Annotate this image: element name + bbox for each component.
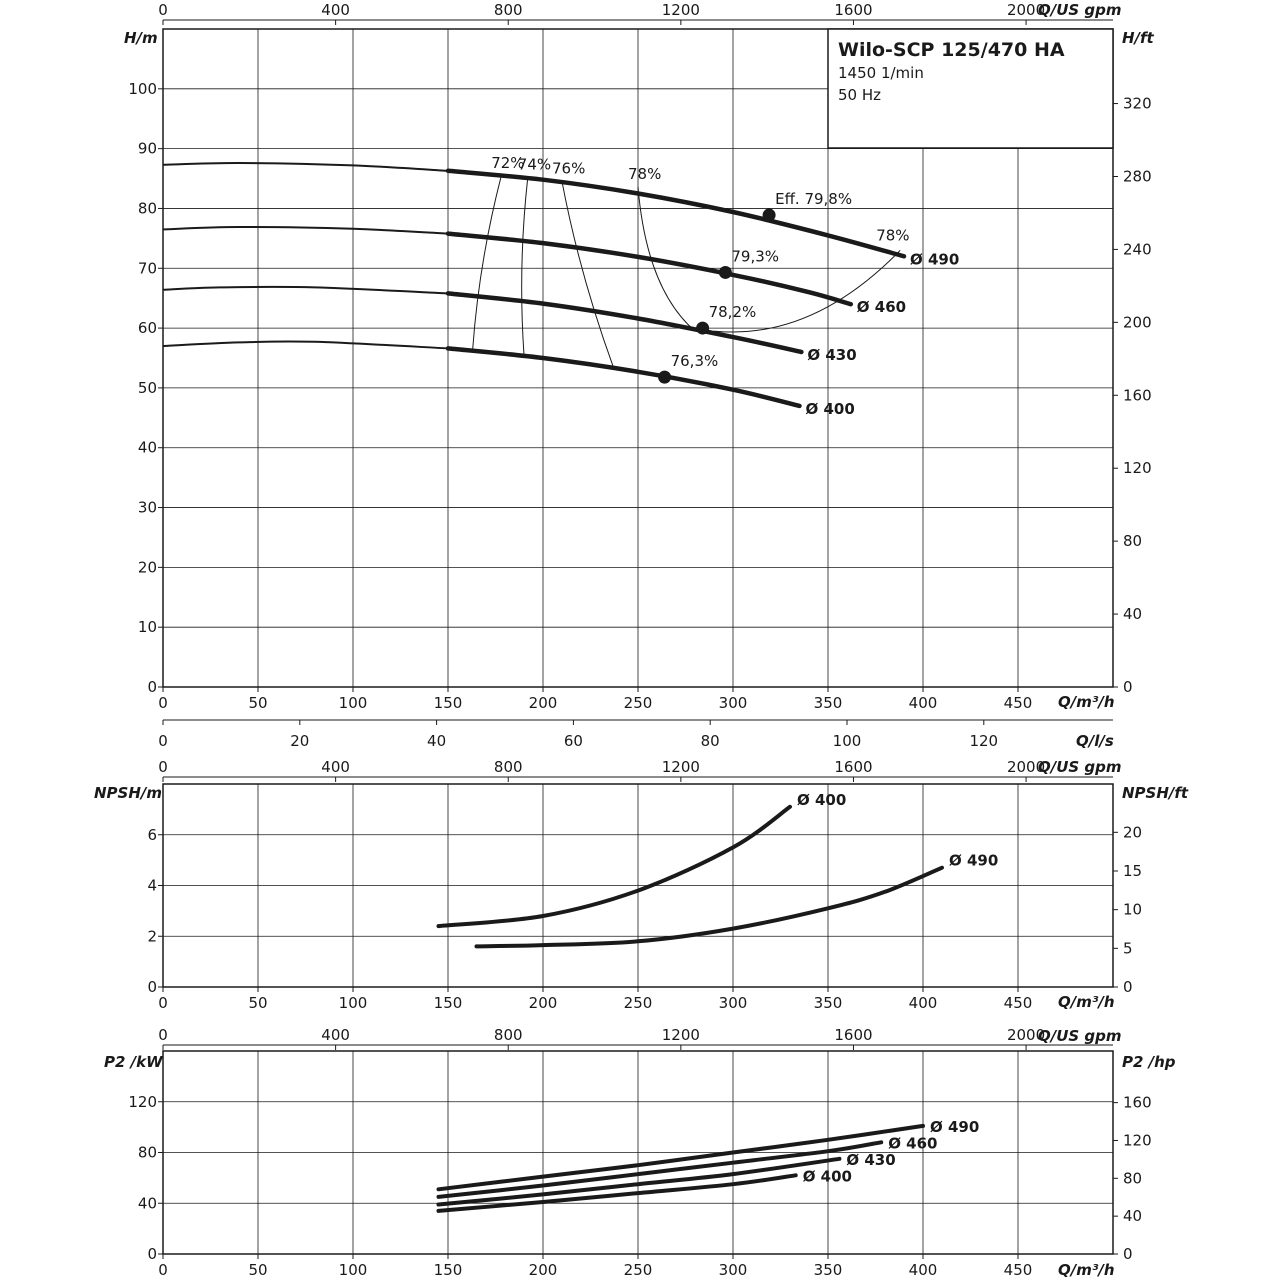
y2-tick-label: 10 bbox=[1123, 900, 1143, 919]
y2-tick-label: 40 bbox=[1123, 605, 1143, 624]
head-y2-label: H/ft bbox=[1122, 29, 1154, 47]
x-tick-label: 450 bbox=[1003, 1261, 1033, 1279]
power-curve-label: Ø 430 bbox=[846, 1150, 896, 1169]
bep-label: 76,3% bbox=[670, 352, 719, 371]
power-y-label: P2 /kW bbox=[104, 1053, 163, 1071]
x-tick-label: 150 bbox=[433, 1261, 463, 1279]
y2-tick-label: 0 bbox=[1123, 978, 1133, 996]
efficiency-isoline-label: 78% bbox=[876, 226, 910, 245]
x-tick-label: 250 bbox=[623, 994, 653, 1012]
x-tick-label: 350 bbox=[813, 1261, 843, 1279]
y2-tick-label: 200 bbox=[1123, 313, 1152, 332]
gpm-tick-label: 800 bbox=[493, 1026, 523, 1044]
power-x-label: Q/m³/h bbox=[1058, 1261, 1115, 1279]
gpm-tick-label: 2000 bbox=[1006, 1026, 1046, 1044]
info-frequency: 50 Hz bbox=[838, 86, 882, 104]
x-tick-label: 450 bbox=[1003, 994, 1033, 1012]
npsh-curve-label: Ø 490 bbox=[949, 851, 999, 870]
head-curve-label: Ø 430 bbox=[807, 346, 857, 365]
x-tick-label: 350 bbox=[813, 994, 843, 1012]
ls-tick-label: 40 bbox=[427, 732, 447, 750]
npsh-y2-label: NPSH/ft bbox=[1122, 784, 1189, 802]
y2-tick-label: 80 bbox=[1123, 532, 1143, 551]
gpm-tick-label: 400 bbox=[321, 1026, 350, 1044]
y-tick-label: 70 bbox=[137, 259, 157, 278]
ls-tick-label: 60 bbox=[563, 732, 583, 750]
y-tick-label: 40 bbox=[137, 438, 157, 457]
y2-tick-label: 40 bbox=[1123, 1207, 1143, 1226]
bep-label: 78,2% bbox=[708, 303, 757, 322]
y2-tick-label: 120 bbox=[1123, 1131, 1152, 1150]
x-tick-label: 350 bbox=[813, 694, 843, 712]
x-tick-label: 400 bbox=[908, 994, 938, 1012]
y-tick-label: 50 bbox=[137, 378, 157, 397]
head-curve bbox=[448, 348, 800, 406]
power-curve-label: Ø 490 bbox=[930, 1117, 980, 1136]
y2-tick-label: 15 bbox=[1123, 861, 1143, 880]
top-gpm-label-3: Q/US gpm bbox=[1038, 1027, 1122, 1045]
x-tick-label: 400 bbox=[908, 1261, 938, 1279]
y2-tick-label: 320 bbox=[1123, 94, 1152, 113]
power-curve-label: Ø 400 bbox=[802, 1167, 852, 1186]
ls-tick-label: 120 bbox=[969, 732, 999, 750]
bep-marker bbox=[696, 322, 709, 335]
bep-marker bbox=[658, 371, 671, 384]
gpm-tick-label: 2000 bbox=[1006, 758, 1046, 776]
npsh-x-label: Q/m³/h bbox=[1058, 993, 1115, 1011]
npsh-y-label: NPSH/m bbox=[94, 784, 163, 802]
y2-tick-label: 80 bbox=[1123, 1169, 1143, 1188]
gpm-tick-label: 1600 bbox=[834, 1026, 873, 1044]
head-curve-label: Ø 460 bbox=[856, 298, 907, 317]
y2-tick-label: 160 bbox=[1123, 1093, 1152, 1112]
head-curve-extension bbox=[163, 287, 448, 294]
x-tick-label: 300 bbox=[718, 1261, 748, 1279]
gpm-tick-label: 0 bbox=[158, 758, 168, 776]
y2-tick-label: 0 bbox=[1123, 1245, 1133, 1263]
x-tick-label: 200 bbox=[528, 694, 558, 712]
x-tick-label: 450 bbox=[1003, 694, 1033, 712]
x-tick-label: 250 bbox=[623, 694, 653, 712]
x-tick-label: 300 bbox=[718, 694, 748, 712]
x-tick-label: 400 bbox=[908, 694, 938, 712]
x-tick-label: 50 bbox=[248, 994, 268, 1012]
head-curve bbox=[448, 171, 904, 256]
y-tick-label: 60 bbox=[137, 319, 157, 338]
grid-layer bbox=[163, 29, 1113, 1254]
x-tick-label: 100 bbox=[338, 694, 368, 712]
x-tick-label: 300 bbox=[718, 994, 748, 1012]
gpm-tick-label: 2000 bbox=[1006, 1, 1046, 19]
gpm-tick-label: 800 bbox=[493, 758, 523, 776]
y-tick-label: 90 bbox=[137, 139, 157, 158]
head-curve-extension bbox=[163, 163, 448, 171]
info-box bbox=[828, 29, 1113, 148]
gpm-tick-label: 1600 bbox=[834, 758, 873, 776]
npsh-curve bbox=[439, 807, 791, 926]
y-tick-label: 4 bbox=[147, 876, 157, 895]
efficiency-isoline-label: 72% bbox=[491, 154, 525, 173]
info-title: Wilo-SCP 125/470 HA bbox=[838, 39, 1065, 61]
efficiency-isoline-label: 76% bbox=[552, 159, 586, 178]
efficiency-isoline bbox=[473, 176, 502, 349]
y-tick-label: 10 bbox=[137, 618, 157, 637]
gpm-tick-label: 400 bbox=[321, 1, 350, 19]
y-tick-label: 30 bbox=[137, 498, 157, 517]
power-y2-label: P2 /hp bbox=[1122, 1053, 1176, 1071]
top-gpm-label-2: Q/US gpm bbox=[1038, 758, 1122, 776]
y2-tick-label: 120 bbox=[1123, 459, 1152, 478]
x-tick-label: 100 bbox=[338, 1261, 368, 1279]
x-tick-label: 0 bbox=[158, 1261, 168, 1279]
x-tick-label: 200 bbox=[528, 1261, 558, 1279]
y2-tick-label: 5 bbox=[1123, 939, 1133, 958]
y-tick-label: 0 bbox=[147, 978, 157, 996]
y-tick-label: 6 bbox=[147, 825, 157, 844]
head-curve bbox=[448, 234, 851, 305]
x-tick-label: 250 bbox=[623, 1261, 653, 1279]
head-x-label: Q/m³/h bbox=[1058, 693, 1115, 711]
y-tick-label: 2 bbox=[147, 927, 157, 946]
y2-tick-label: 280 bbox=[1123, 167, 1152, 186]
gpm-tick-label: 0 bbox=[158, 1, 168, 19]
y-tick-label: 20 bbox=[137, 558, 157, 577]
bep-label: Eff. 79,8% bbox=[775, 190, 853, 209]
power-curve-label: Ø 460 bbox=[888, 1134, 938, 1153]
ls-tick-label: 20 bbox=[290, 732, 310, 750]
gpm-tick-label: 0 bbox=[158, 1026, 168, 1044]
npsh-curve-label: Ø 400 bbox=[797, 790, 847, 809]
ls-tick-label: 0 bbox=[158, 732, 168, 750]
y2-tick-label: 160 bbox=[1123, 386, 1152, 405]
gpm-tick-label: 800 bbox=[493, 1, 523, 19]
y2-tick-label: 240 bbox=[1123, 240, 1152, 259]
info-speed: 1450 1/min bbox=[838, 64, 924, 82]
x-tick-label: 50 bbox=[248, 1261, 268, 1279]
x-tick-label: 200 bbox=[528, 994, 558, 1012]
x-tick-label: 0 bbox=[158, 694, 168, 712]
y-tick-label: 0 bbox=[147, 678, 157, 696]
gpm-tick-label: 1200 bbox=[661, 1026, 700, 1044]
gpm-tick-label: 1200 bbox=[661, 758, 700, 776]
x-tick-label: 0 bbox=[158, 994, 168, 1012]
x-tick-label: 100 bbox=[338, 994, 368, 1012]
head-curve-label: Ø 400 bbox=[805, 399, 855, 418]
ls-tick-label: 100 bbox=[832, 732, 862, 750]
ls-tick-label: 80 bbox=[700, 732, 720, 750]
head-y-label: H/m bbox=[124, 29, 158, 47]
top-gpm-label-1: Q/US gpm bbox=[1038, 1, 1122, 19]
x-tick-label: 150 bbox=[433, 694, 463, 712]
bep-marker bbox=[719, 266, 732, 279]
ls-x-label: Q/l/s bbox=[1076, 732, 1114, 750]
efficiency-isoline-label: 74% bbox=[517, 155, 552, 174]
gpm-tick-label: 1600 bbox=[834, 1, 873, 19]
y2-tick-label: 0 bbox=[1123, 678, 1133, 696]
gpm-tick-label: 1200 bbox=[661, 1, 700, 19]
y-tick-label: 40 bbox=[137, 1194, 157, 1213]
efficiency-isoline bbox=[562, 182, 613, 367]
bep-marker bbox=[763, 209, 776, 222]
bep-label: 79,3% bbox=[731, 247, 780, 266]
efficiency-isoline-label: 78% bbox=[628, 164, 662, 183]
head-curve-extension bbox=[163, 227, 448, 234]
y2-tick-label: 20 bbox=[1123, 823, 1143, 842]
head-curve-extension bbox=[163, 341, 448, 348]
gpm-tick-label: 400 bbox=[321, 758, 350, 776]
y-tick-label: 100 bbox=[128, 79, 157, 98]
npsh-curve bbox=[477, 868, 943, 947]
y-tick-label: 0 bbox=[147, 1245, 157, 1263]
head-curve-label: Ø 490 bbox=[910, 250, 960, 269]
y-tick-label: 80 bbox=[137, 1143, 157, 1162]
y-tick-label: 80 bbox=[137, 199, 157, 218]
x-tick-label: 50 bbox=[248, 694, 268, 712]
y-tick-label: 120 bbox=[128, 1092, 157, 1111]
x-tick-label: 150 bbox=[433, 994, 463, 1012]
